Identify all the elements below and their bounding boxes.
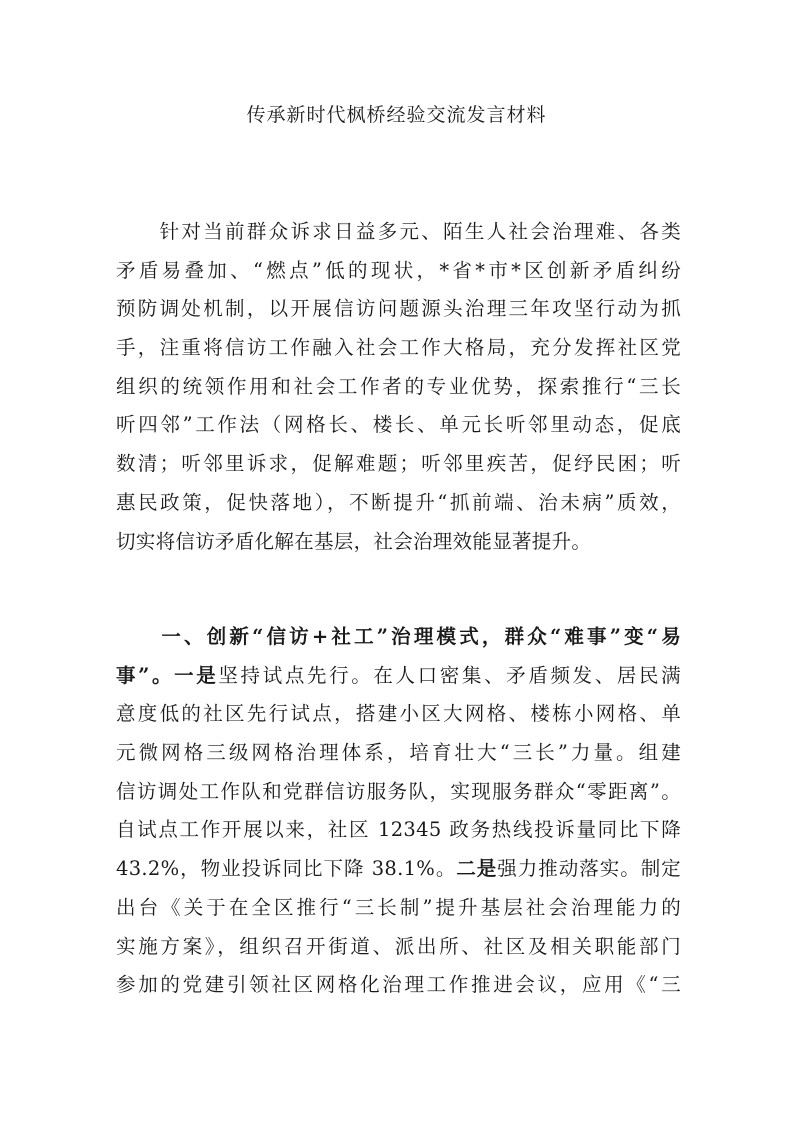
text-line: 参加的党建引领社区网格化治理工作推进会议，应用《“三 xyxy=(116,973,681,997)
text-line: 惠民政策，促快落地），不断提升“抓前端、治未病”质效， xyxy=(116,490,681,514)
text-line: 意度低的社区先行试点，搭建小区大网格、楼栋小网格、单 xyxy=(116,702,681,726)
text-line: 切实将信访矛盾化解在基层，社会治理效能显著提升。 xyxy=(116,529,592,553)
section-heading-end: 事”。 xyxy=(116,663,175,687)
text-line: 实施方案》，组织召开街道、派出所、社区及相关职能部门 xyxy=(116,934,681,958)
lead-marker-second: 二是 xyxy=(456,857,498,881)
text-line: 矛盾易叠加、“燃点”低的现状，*省*市*区创新矛盾纠纷 xyxy=(116,258,681,282)
text-line: 组织的统领作用和社会工作者的专业优势，探索推行“三长 xyxy=(116,374,681,398)
section-one-paragraph xyxy=(116,618,681,1005)
text-line: 出台《关于在全区推行“三长制”提升基层社会治理能力的 xyxy=(116,895,681,919)
text-line: 听四邻”工作法（网格长、楼长、单元长听邻里动态，促底 xyxy=(116,413,681,437)
text-line: 信访调处工作队和党群信访服务队，实现服务群众“零距离”。 xyxy=(116,779,681,803)
intro-paragraph xyxy=(116,213,681,561)
section-heading-line: 一、创新“信访+社工”治理模式，群众“难事”变“易 xyxy=(116,625,681,648)
text-line: 自试点工作开展以来，社区 12345 政务热线投诉量同比下降 xyxy=(116,818,681,842)
lead-marker-first: 一是 xyxy=(174,663,219,687)
text-line: 手，注重将信访工作融入社会工作大格局，充分发挥社区党 xyxy=(116,336,681,360)
text-span: 强力推动落实。制定 xyxy=(497,857,681,881)
text-line xyxy=(116,657,681,696)
text-line: 数清；听邻里诉求，促解难题；听邻里疾苦，促纾民困；听 xyxy=(116,452,681,476)
text-line xyxy=(116,850,681,889)
text-line: 元微网格三级网格治理体系，培育壮大“三长”力量。组建 xyxy=(116,741,681,765)
text-line: 针对当前群众诉求日益多元、陌生人社会治理难、各类 xyxy=(116,220,681,243)
text-span: 坚持试点先行。在人口密集、矛盾频发、居民满 xyxy=(218,663,681,687)
text-line: 预防调处机制，以开展信访问题源头治理三年攻坚行动为抓 xyxy=(116,297,681,321)
text-span: 43.2%，物业投诉同比下降 38.1%。 xyxy=(116,857,457,881)
document-title: 传承新时代枫桥经验交流发言材料 xyxy=(246,104,547,126)
